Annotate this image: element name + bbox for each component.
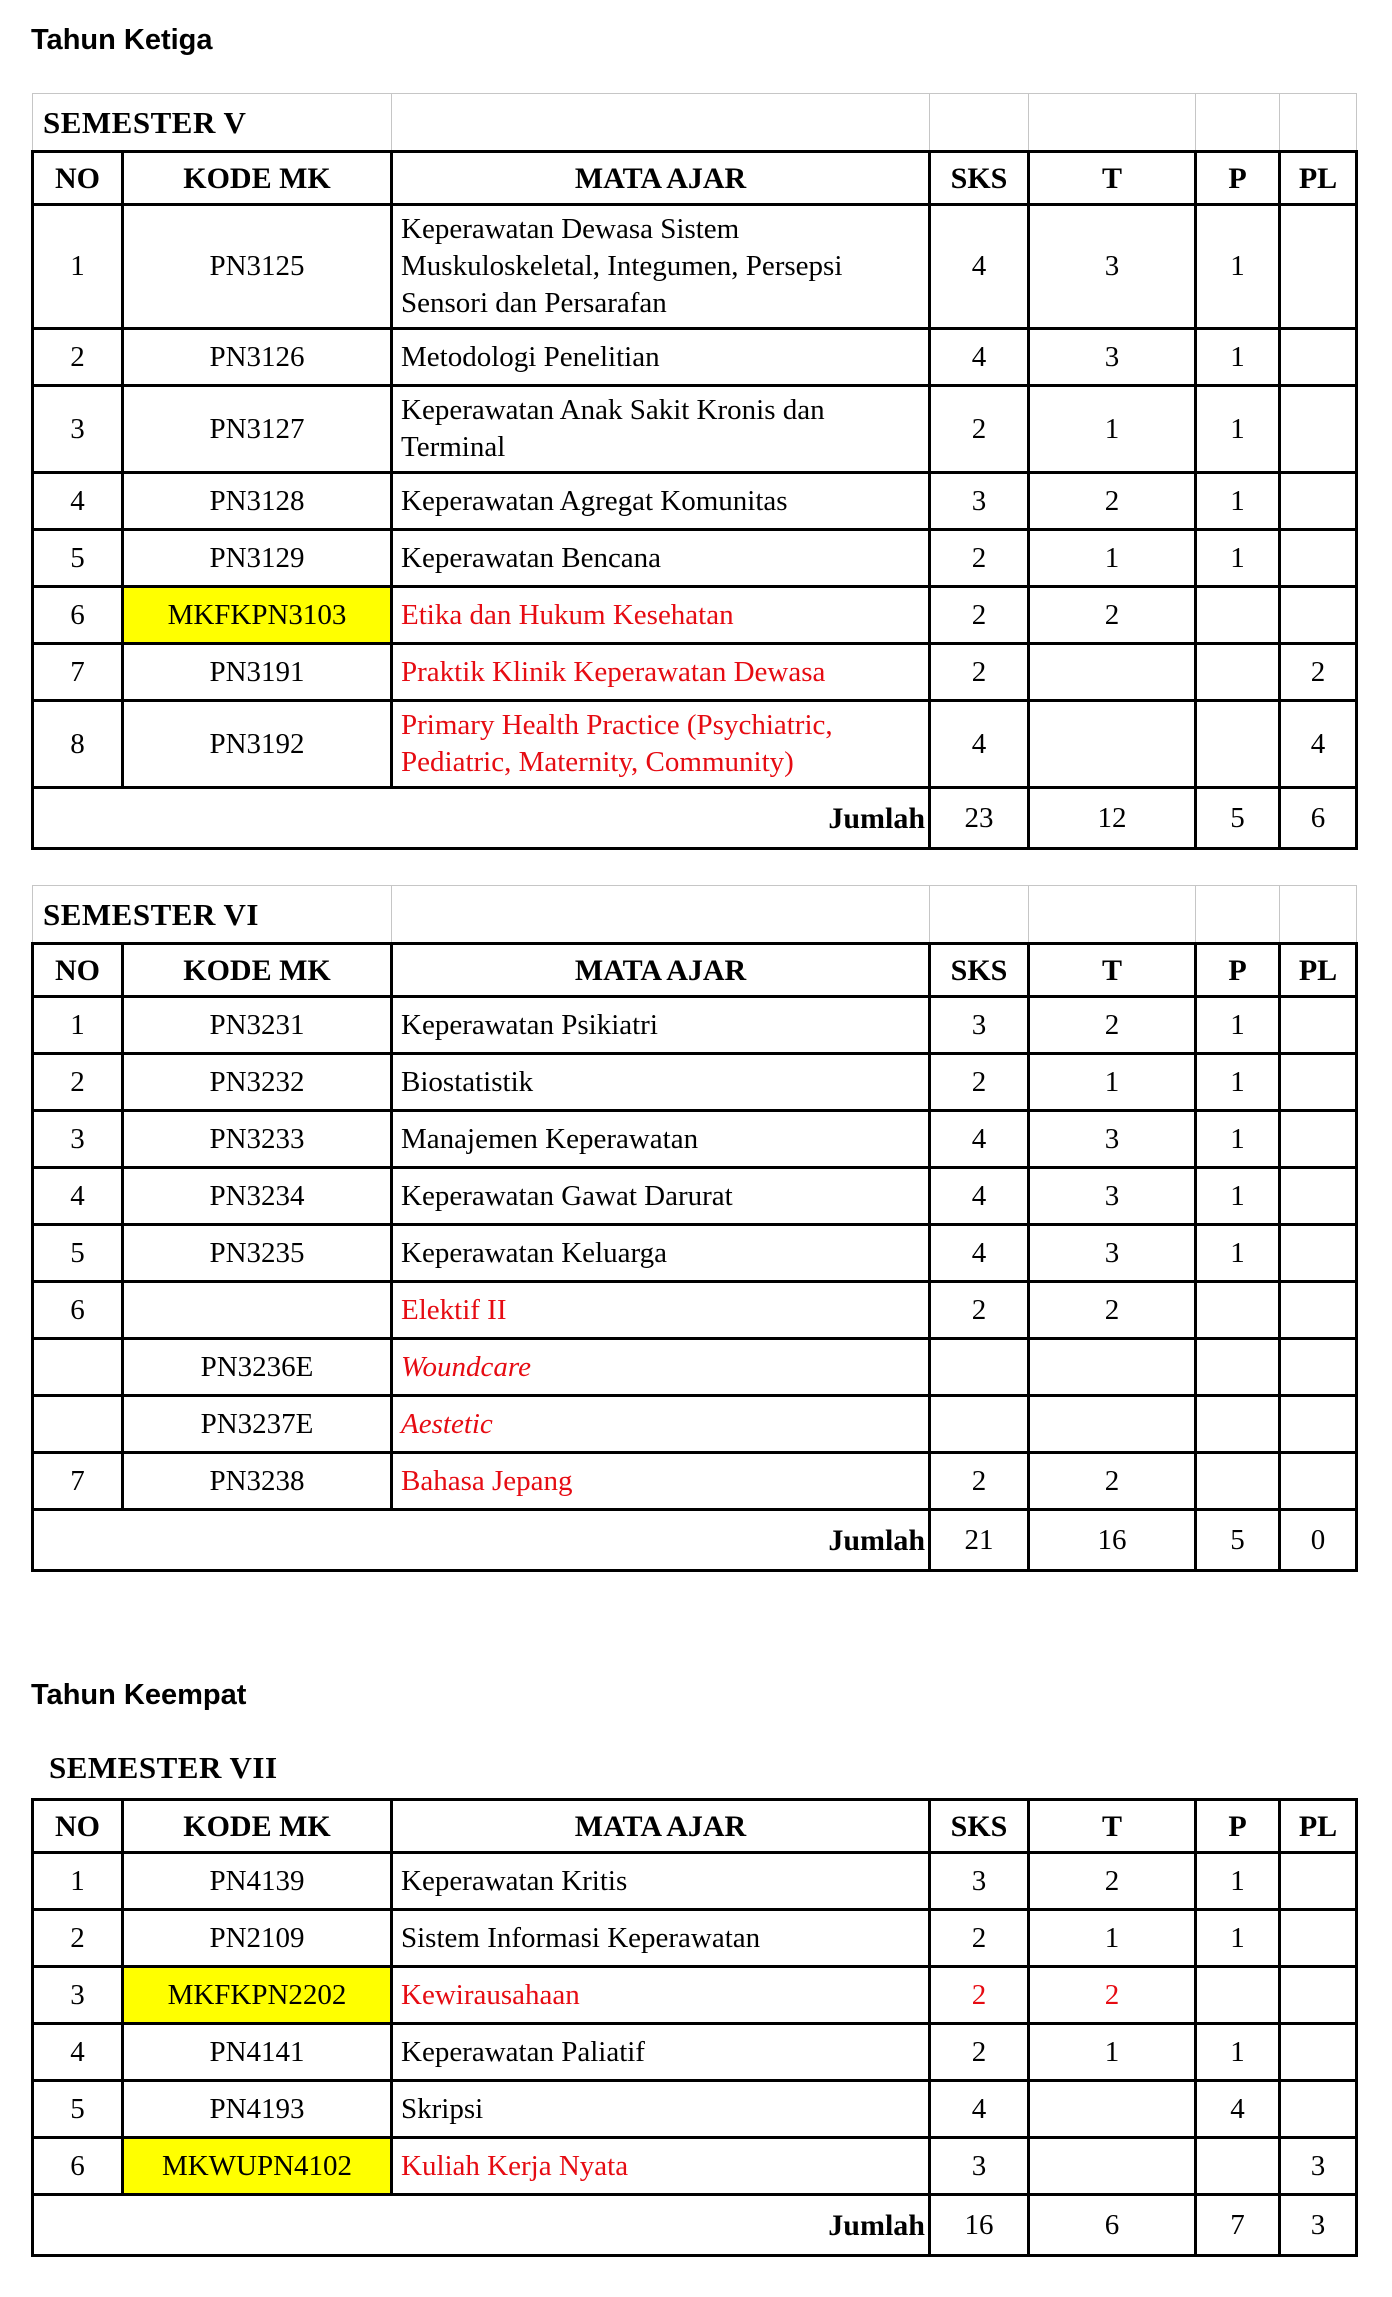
cell-p (1196, 1967, 1280, 2024)
cell-kode-mk: PN3126 (123, 329, 392, 386)
cell-t (1029, 2138, 1196, 2195)
cell-sks: 3 (930, 1853, 1029, 1910)
cell-kode-mk: PN3231 (123, 997, 392, 1054)
cell-p (1196, 587, 1280, 644)
col-header-no: NO (33, 944, 123, 997)
cell-pl (1280, 1168, 1357, 1225)
cell-mata-ajar: Keperawatan Anak Sakit Kronis dan Terminal (392, 386, 930, 473)
cell-no: 4 (33, 1168, 123, 1225)
jumlah-total-p: 5 (1196, 788, 1280, 849)
cell-pl (1280, 1282, 1357, 1339)
cell-mata-ajar: Praktik Klinik Keperawatan Dewasa (392, 644, 930, 701)
cell-mata-ajar: Kuliah Kerja Nyata (392, 2138, 930, 2195)
cell-pl: 4 (1280, 701, 1357, 788)
jumlah-row (33, 2195, 1357, 2256)
cell-mata-ajar: Keperawatan Dewasa Sistem Muskuloskeletal, Integumen, Persepsi Sensori dan Persarafan (392, 205, 930, 329)
table-row (33, 386, 1357, 473)
cell-mata-ajar: Kewirausahaan (392, 1967, 930, 2024)
cell-kode-mk: PN3129 (123, 530, 392, 587)
semester-title-spacer (1196, 94, 1280, 152)
cell-t: 2 (1029, 1853, 1196, 1910)
cell-p: 1 (1196, 2024, 1280, 2081)
cell-sks: 2 (930, 1282, 1029, 1339)
cell-p (1196, 644, 1280, 701)
col-header-pl: PL (1280, 944, 1357, 997)
semester-section (31, 1748, 1355, 2257)
cell-p: 1 (1196, 997, 1280, 1054)
cell-p (1196, 701, 1280, 788)
cell-pl (1280, 2024, 1357, 2081)
cell-sks: 4 (930, 2081, 1029, 2138)
table-row (33, 530, 1357, 587)
cell-kode-mk: PN3127 (123, 386, 392, 473)
table-row (33, 473, 1357, 530)
cell-sks (930, 1339, 1029, 1396)
jumlah-row (33, 788, 1357, 849)
cell-no: 1 (33, 205, 123, 329)
cell-sks: 2 (930, 1054, 1029, 1111)
cell-sks: 2 (930, 2024, 1029, 2081)
cell-pl (1280, 473, 1357, 530)
cell-t: 1 (1029, 386, 1196, 473)
cell-t: 3 (1029, 329, 1196, 386)
table-row (33, 1282, 1357, 1339)
semester-title-spacer (1280, 94, 1357, 152)
semester-table (31, 1798, 1358, 2257)
semester-title-spacer (1196, 886, 1280, 944)
cell-p (1196, 1396, 1280, 1453)
cell-no: 4 (33, 473, 123, 530)
col-header-t: T (1029, 1800, 1196, 1853)
jumlah-row (33, 1510, 1357, 1571)
cell-p (1196, 1282, 1280, 1339)
cell-p (1196, 2138, 1280, 2195)
cell-t: 3 (1029, 1168, 1196, 1225)
cell-no: 2 (33, 329, 123, 386)
jumlah-label: Jumlah (33, 2195, 930, 2256)
cell-sks: 3 (930, 473, 1029, 530)
cell-mata-ajar: Metodologi Penelitian (392, 329, 930, 386)
cell-pl (1280, 587, 1357, 644)
cell-mata-ajar: Biostatistik (392, 1054, 930, 1111)
cell-pl (1280, 530, 1357, 587)
col-header-p: P (1196, 1800, 1280, 1853)
cell-t: 2 (1029, 587, 1196, 644)
table-row (33, 1054, 1357, 1111)
cell-no: 8 (33, 701, 123, 788)
cell-mata-ajar: Keperawatan Paliatif (392, 2024, 930, 2081)
cell-no: 3 (33, 386, 123, 473)
col-header-t: T (1029, 152, 1196, 205)
cell-no (33, 1396, 123, 1453)
cell-mata-ajar: Keperawatan Kritis (392, 1853, 930, 1910)
table-row (33, 1168, 1357, 1225)
col-header-t: T (1029, 944, 1196, 997)
cell-mata-ajar: Elektif II (392, 1282, 930, 1339)
cell-pl: 3 (1280, 2138, 1357, 2195)
cell-pl (1280, 386, 1357, 473)
cell-t (1029, 1396, 1196, 1453)
cell-kode-mk: PN3191 (123, 644, 392, 701)
cell-pl (1280, 329, 1357, 386)
cell-sks: 2 (930, 1967, 1029, 2024)
semester-title: SEMESTER VI (33, 886, 392, 944)
jumlah-total-p: 7 (1196, 2195, 1280, 2256)
cell-mata-ajar: Aestetic (392, 1396, 930, 1453)
col-header-mata-ajar: MATA AJAR (392, 152, 930, 205)
cell-p: 1 (1196, 329, 1280, 386)
col-header-p: P (1196, 944, 1280, 997)
table-row (33, 1225, 1357, 1282)
cell-p (1196, 1339, 1280, 1396)
cell-t: 2 (1029, 473, 1196, 530)
cell-t (1029, 2081, 1196, 2138)
cell-sks: 3 (930, 2138, 1029, 2195)
cell-mata-ajar: Skripsi (392, 2081, 930, 2138)
cell-p: 1 (1196, 1910, 1280, 1967)
semester-title: SEMESTER VII (49, 1750, 278, 1785)
cell-sks: 4 (930, 205, 1029, 329)
column-header-row (33, 152, 1357, 205)
cell-p: 1 (1196, 1054, 1280, 1111)
cell-p: 1 (1196, 1168, 1280, 1225)
cell-t (1029, 644, 1196, 701)
col-header-sks: SKS (930, 944, 1029, 997)
cell-t: 2 (1029, 1282, 1196, 1339)
col-header-pl: PL (1280, 152, 1357, 205)
semester-table (31, 93, 1358, 850)
cell-mata-ajar: Keperawatan Keluarga (392, 1225, 930, 1282)
cell-t: 1 (1029, 1054, 1196, 1111)
jumlah-total-pl: 3 (1280, 2195, 1357, 2256)
cell-pl (1280, 205, 1357, 329)
cell-no: 5 (33, 530, 123, 587)
col-header-mata-ajar: MATA AJAR (392, 1800, 930, 1853)
cell-no: 6 (33, 1282, 123, 1339)
cell-kode-mk: PN3233 (123, 1111, 392, 1168)
cell-pl (1280, 1339, 1357, 1396)
cell-kode-mk: PN3237E (123, 1396, 392, 1453)
jumlah-total-t: 16 (1029, 1510, 1196, 1571)
cell-sks (930, 1396, 1029, 1453)
cell-pl (1280, 2081, 1357, 2138)
cell-p: 1 (1196, 386, 1280, 473)
cell-p: 1 (1196, 530, 1280, 587)
jumlah-label: Jumlah (33, 1510, 930, 1571)
table-row (33, 205, 1357, 329)
cell-t: 3 (1029, 1225, 1196, 1282)
cell-mata-ajar: Keperawatan Psikiatri (392, 997, 930, 1054)
table-row (33, 1339, 1357, 1396)
cell-kode-mk: PN4193 (123, 2081, 392, 2138)
cell-no: 5 (33, 2081, 123, 2138)
cell-kode-mk (123, 1282, 392, 1339)
cell-pl (1280, 1853, 1357, 1910)
table-row (33, 701, 1357, 788)
semester-title-spacer (392, 886, 930, 944)
cell-kode-mk: PN3232 (123, 1054, 392, 1111)
col-header-kode-mk: KODE MK (123, 944, 392, 997)
cell-p: 1 (1196, 1111, 1280, 1168)
jumlah-total-pl: 6 (1280, 788, 1357, 849)
table-row (33, 2024, 1357, 2081)
cell-pl: 2 (1280, 644, 1357, 701)
col-header-sks: SKS (930, 1800, 1029, 1853)
cell-pl (1280, 1111, 1357, 1168)
cell-kode-mk: PN3128 (123, 473, 392, 530)
cell-pl (1280, 997, 1357, 1054)
cell-no: 6 (33, 2138, 123, 2195)
table-row (33, 1967, 1357, 2024)
cell-p: 4 (1196, 2081, 1280, 2138)
jumlah-total-sks: 23 (930, 788, 1029, 849)
jumlah-total-t: 6 (1029, 2195, 1196, 2256)
cell-kode-mk: PN3235 (123, 1225, 392, 1282)
column-header-row (33, 1800, 1357, 1853)
cell-t (1029, 701, 1196, 788)
cell-sks: 2 (930, 1910, 1029, 1967)
cell-sks: 2 (930, 1453, 1029, 1510)
cell-no: 3 (33, 1111, 123, 1168)
cell-t: 1 (1029, 1910, 1196, 1967)
table-row (33, 644, 1357, 701)
year-heading: Tahun Keempat (31, 1679, 247, 1711)
jumlah-total-pl: 0 (1280, 1510, 1357, 1571)
col-header-mata-ajar: MATA AJAR (392, 944, 930, 997)
cell-t: 3 (1029, 1111, 1196, 1168)
semester-title-spacer (1029, 886, 1196, 944)
cell-kode-mk: MKFKPN2202 (123, 1967, 392, 2024)
cell-p: 1 (1196, 473, 1280, 530)
cell-kode-mk: PN3125 (123, 205, 392, 329)
cell-sks: 2 (930, 587, 1029, 644)
cell-kode-mk: PN3238 (123, 1453, 392, 1510)
cell-mata-ajar: Woundcare (392, 1339, 930, 1396)
cell-pl (1280, 1225, 1357, 1282)
jumlah-total-p: 5 (1196, 1510, 1280, 1571)
cell-mata-ajar: Primary Health Practice (Psychiatric, Pediatric, Maternity, Community) (392, 701, 930, 788)
semester-title: SEMESTER V (33, 94, 392, 152)
semester-title-spacer (1280, 886, 1357, 944)
cell-no: 7 (33, 1453, 123, 1510)
cell-no: 1 (33, 997, 123, 1054)
cell-mata-ajar: Etika dan Hukum Kesehatan (392, 587, 930, 644)
table-row (33, 2138, 1357, 2195)
table-row (33, 587, 1357, 644)
table-row (33, 1910, 1357, 1967)
cell-no: 4 (33, 2024, 123, 2081)
table-row (33, 997, 1357, 1054)
cell-pl (1280, 1453, 1357, 1510)
cell-sks: 2 (930, 644, 1029, 701)
curriculum-document (31, 22, 1355, 2257)
jumlah-label: Jumlah (33, 788, 930, 849)
cell-no (33, 1339, 123, 1396)
cell-p: 1 (1196, 1225, 1280, 1282)
cell-kode-mk: MKFKPN3103 (123, 587, 392, 644)
cell-mata-ajar: Keperawatan Agregat Komunitas (392, 473, 930, 530)
cell-mata-ajar: Keperawatan Gawat Darurat (392, 1168, 930, 1225)
jumlah-total-sks: 16 (930, 2195, 1029, 2256)
table-row (33, 329, 1357, 386)
col-header-kode-mk: KODE MK (123, 152, 392, 205)
cell-t: 1 (1029, 2024, 1196, 2081)
cell-t: 3 (1029, 205, 1196, 329)
col-header-kode-mk: KODE MK (123, 1800, 392, 1853)
semester-title-spacer (930, 886, 1029, 944)
cell-t: 2 (1029, 1967, 1196, 2024)
cell-mata-ajar: Bahasa Jepang (392, 1453, 930, 1510)
cell-pl (1280, 1396, 1357, 1453)
cell-no: 3 (33, 1967, 123, 2024)
table-row (33, 1396, 1357, 1453)
semester-title-spacer (1029, 94, 1196, 152)
cell-kode-mk: PN4141 (123, 2024, 392, 2081)
semester-title-spacer (392, 94, 930, 152)
cell-p (1196, 1453, 1280, 1510)
cell-t: 2 (1029, 1453, 1196, 1510)
semester-section (31, 93, 1355, 850)
cell-kode-mk: MKWUPN4102 (123, 2138, 392, 2195)
year-heading: Tahun Ketiga (31, 24, 213, 56)
cell-no: 6 (33, 587, 123, 644)
semester-table (31, 885, 1358, 1572)
cell-t: 2 (1029, 997, 1196, 1054)
jumlah-total-sks: 21 (930, 1510, 1029, 1571)
cell-mata-ajar: Keperawatan Bencana (392, 530, 930, 587)
cell-p: 1 (1196, 205, 1280, 329)
cell-sks: 4 (930, 1111, 1029, 1168)
cell-pl (1280, 1910, 1357, 1967)
col-header-sks: SKS (930, 152, 1029, 205)
cell-no: 1 (33, 1853, 123, 1910)
cell-sks: 4 (930, 329, 1029, 386)
cell-p: 1 (1196, 1853, 1280, 1910)
cell-no: 2 (33, 1910, 123, 1967)
cell-t: 1 (1029, 530, 1196, 587)
cell-sks: 4 (930, 701, 1029, 788)
cell-sks: 3 (930, 997, 1029, 1054)
table-row (33, 1853, 1357, 1910)
semester-title-spacer (930, 94, 1029, 152)
cell-sks: 4 (930, 1225, 1029, 1282)
cell-pl (1280, 1054, 1357, 1111)
cell-t (1029, 1339, 1196, 1396)
cell-mata-ajar: Manajemen Keperawatan (392, 1111, 930, 1168)
semester-title-row (33, 94, 1357, 152)
cell-pl (1280, 1967, 1357, 2024)
cell-kode-mk: PN3234 (123, 1168, 392, 1225)
table-row (33, 1453, 1357, 1510)
cell-no: 2 (33, 1054, 123, 1111)
col-header-pl: PL (1280, 1800, 1357, 1853)
col-header-no: NO (33, 1800, 123, 1853)
semester-section (31, 885, 1355, 1572)
cell-sks: 2 (930, 530, 1029, 587)
col-header-no: NO (33, 152, 123, 205)
jumlah-total-t: 12 (1029, 788, 1196, 849)
cell-no: 7 (33, 644, 123, 701)
col-header-p: P (1196, 152, 1280, 205)
table-row (33, 1111, 1357, 1168)
cell-kode-mk: PN3192 (123, 701, 392, 788)
cell-sks: 4 (930, 1168, 1029, 1225)
cell-kode-mk: PN3236E (123, 1339, 392, 1396)
cell-sks: 2 (930, 386, 1029, 473)
cell-kode-mk: PN4139 (123, 1853, 392, 1910)
column-header-row (33, 944, 1357, 997)
table-row (33, 2081, 1357, 2138)
cell-mata-ajar: Sistem Informasi Keperawatan (392, 1910, 930, 1967)
cell-kode-mk: PN2109 (123, 1910, 392, 1967)
cell-no: 5 (33, 1225, 123, 1282)
semester-title-row (33, 886, 1357, 944)
